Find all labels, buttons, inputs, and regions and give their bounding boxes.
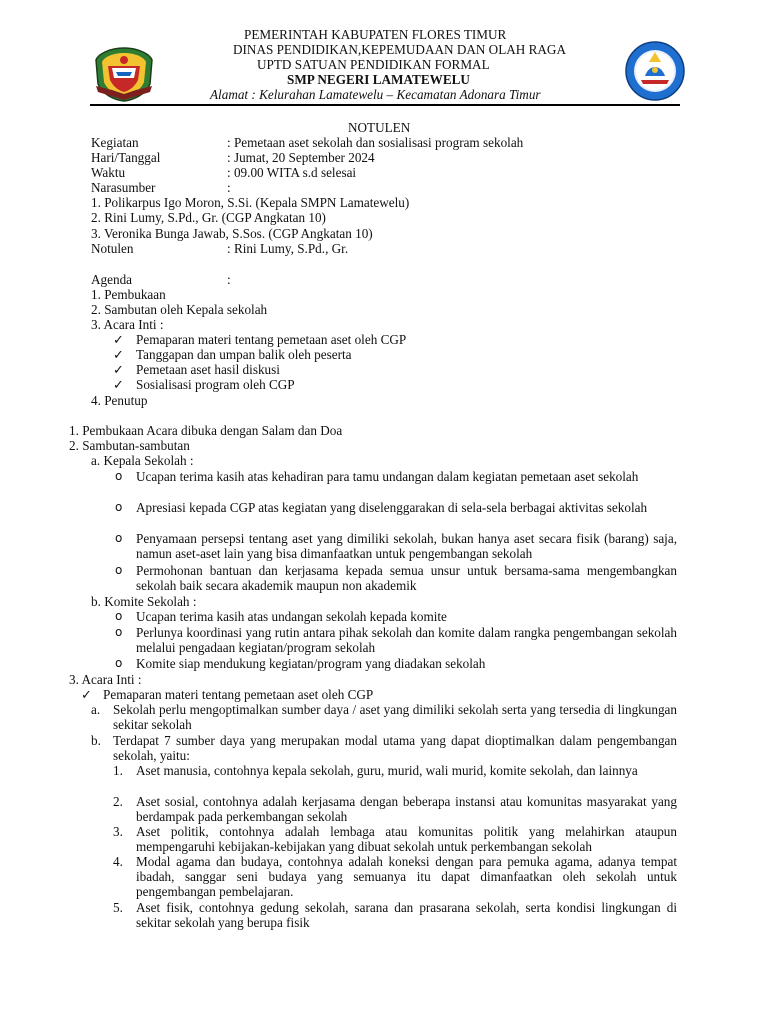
point-text: Ucapan terima kasih atas kehadiran para tamu undangan dalam kegiatan pemetaan aset sekolah — [136, 469, 639, 484]
capital-number: 1. — [113, 763, 123, 778]
agenda-label: Agenda — [91, 272, 133, 287]
circle-bullet-icon: o — [115, 563, 123, 577]
circle-bullet-icon: o — [115, 625, 123, 639]
agenda-sub-label: Tanggapan dan umpan balik oleh peserta — [136, 347, 352, 362]
info-label: Hari/Tanggal — [91, 150, 161, 165]
point-marker: a. — [91, 702, 101, 717]
circle-bullet-icon: o — [115, 609, 123, 623]
info-value: : 09.00 WITA s.d selesai — [227, 165, 357, 180]
capital-text: Aset fisik, contohnya gedung sekolah, sarana dan prasarana sekolah, serta kondisi lingkungan di sekitar sekolah yang berupa fisik — [136, 900, 677, 931]
regency-emblem-icon — [92, 46, 156, 102]
point-text: Ucapan terima kasih atas undangan sekolah kepada komite — [136, 609, 447, 624]
speaker-item: 1. Polikarpus Igo Moron, S.Si. (Kepala SMPN Lamatewelu) — [91, 195, 410, 210]
agenda-item: 1. Pembukaan — [91, 287, 166, 302]
circle-bullet-icon: o — [115, 500, 123, 514]
capital-number: 5. — [113, 900, 123, 915]
right-logo — [623, 40, 687, 102]
point-text: Sekolah perlu mengoptimalkan sumber daya / aset yang dimiliki sekolah serta yang tersedia di lingkungan sekitar sekolah — [113, 702, 677, 733]
point-marker: b. — [91, 733, 101, 748]
school-address: Alamat : Kelurahan Lamatewelu – Kecamatan Adonara Timur — [210, 87, 541, 102]
tut-wuri-handayani-icon — [623, 40, 687, 102]
checkmark-icon: ✓ — [113, 362, 125, 377]
document-title: NOTULEN — [348, 120, 411, 135]
agenda-colon: : — [227, 272, 231, 287]
agenda-sub-label: Pemaparan materi tentang pemetaan aset oleh CGP — [136, 332, 407, 347]
letterhead-line-3: UPTD SATUAN PENDIDIKAN FORMAL — [257, 57, 490, 72]
capital-number: 4. — [113, 854, 123, 869]
subsection-principal: a. Kepala Sekolah : — [91, 453, 194, 468]
agenda-item: 2. Sambutan oleh Kepala sekolah — [91, 302, 268, 317]
checkmark-icon: ✓ — [113, 377, 125, 392]
info-label: Narasumber — [91, 180, 156, 195]
notulen-value: : Rini Lumy, S.Pd., Gr. — [227, 241, 349, 256]
agenda-sub-label: Sosialisasi program oleh CGP — [136, 377, 295, 392]
checkmark-icon: ✓ — [113, 347, 125, 362]
point-text: Terdapat 7 sumber daya yang merupakan modal utama yang dapat dioptimalkan dalam pengembangan sekolah, yaitu: — [113, 733, 677, 764]
circle-bullet-icon: o — [115, 531, 123, 545]
main-event-label: Pemaparan materi tentang pemetaan aset oleh CGP — [103, 687, 374, 702]
speaker-item: 3. Veronika Bunga Jawab, S.Sos. (CGP Angkatan 10) — [91, 226, 373, 241]
speaker-item: 2. Rini Lumy, S.Pd., Gr. (CGP Angkatan 10) — [91, 210, 326, 225]
agenda-sub-label: Pemetaan aset hasil diskusi — [136, 362, 280, 377]
letterhead-divider — [90, 104, 680, 106]
letterhead-line-1: PEMERINTAH KABUPATEN FLORES TIMUR — [244, 27, 507, 42]
agenda-item: 3. Acara Inti : — [91, 317, 164, 332]
capital-text: Modal agama dan budaya, contohnya adalah koneksi dengan para pemuka agama, adanya tempat ibadah, sanggar seni budaya yang semuanya itu dapat dimanfaatkan oleh sekolah untuk pengembangan pembelajaran. — [136, 854, 677, 900]
capital-text: Aset sosial, contohnya adalah kerjasama dengan beberapa instansi atau komunitas masyarakat yang berdampak pada perkembangan sekolah — [136, 794, 677, 825]
subsection-committee: b. Komite Sekolah : — [91, 594, 197, 609]
capital-text: Aset manusia, contohnya kepala sekolah, guru, murid, wali murid, komite sekolah, dan lainnya — [136, 763, 638, 778]
info-value: : Jumat, 20 September 2024 — [227, 150, 375, 165]
school-name: SMP NEGERI LAMATEWELU — [287, 72, 470, 87]
checkmark-icon: ✓ — [113, 332, 125, 347]
info-label: Kegiatan — [91, 135, 139, 150]
letterhead-line-2: DINAS PENDIDIKAN,KEPEMUDAAN DAN OLAH RAGA — [233, 42, 566, 57]
section-opening: 1. Pembukaan Acara dibuka dengan Salam dan Doa — [69, 423, 343, 438]
section-main-event: 3. Acara Inti : — [69, 672, 142, 687]
info-label: Waktu — [91, 165, 126, 180]
point-text: Perlunya koordinasi yang rutin antara pihak sekolah dan komite dalam rangka pengembangan sekolah melalui pengadaan kegiatan/program sekolah — [136, 625, 677, 656]
section-speeches: 2. Sambutan-sambutan — [69, 438, 190, 453]
left-logo — [92, 46, 156, 102]
circle-bullet-icon: o — [115, 656, 123, 670]
checkmark-icon: ✓ — [81, 687, 93, 702]
info-value: : Pemetaan aset sekolah dan sosialisasi program sekolah — [227, 135, 524, 150]
point-text: Apresiasi kepada CGP atas kegiatan yang diselenggarakan di sela-sela berbagai aktivitas sekolah — [136, 500, 648, 515]
point-text: Komite siap mendukung kegiatan/program yang diadakan sekolah — [136, 656, 486, 671]
point-text: Penyamaan persepsi tentang aset yang dimiliki sekolah, bukan hanya aset secara fisik (barang) saja, namun aset-aset lain yang bisa dimanfaatkan untuk pengembangan sekolah — [136, 531, 677, 562]
circle-bullet-icon: o — [115, 469, 123, 483]
point-text: Permohonan bantuan dan kerjasama kepada semua unsur untuk bersama-sama mengembangkan sekolah baik secara akademik maupun non akademik — [136, 563, 677, 594]
agenda-closing: 4. Penutup — [91, 393, 148, 408]
capital-text: Aset politik, contohnya adalah lembaga atau komunitas politik yang melahirkan ataupun mempengaruhi kebijakan-kebijakan yang dibuat sekolah untuk perkembangan sekolah — [136, 824, 677, 855]
capital-number: 3. — [113, 824, 123, 839]
notulen-label: Notulen — [91, 241, 134, 256]
info-value: : — [227, 180, 231, 195]
capital-number: 2. — [113, 794, 123, 809]
